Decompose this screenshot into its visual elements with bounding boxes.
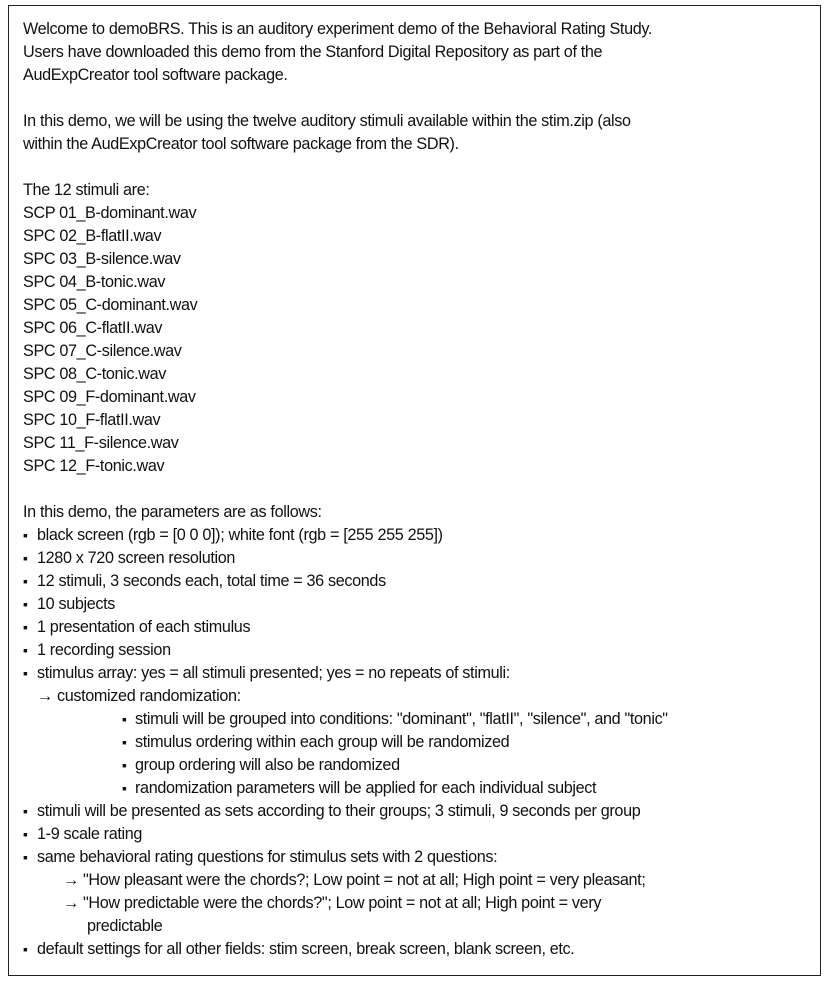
stimulus-item: SPC 07_C-silence.wav	[23, 342, 182, 360]
sub-bullet: ▪ group ordering will also be randomized	[23, 754, 808, 777]
question-2: → "How predictable were the chords?"; Low point = not at all; High point = very	[63, 894, 602, 912]
bullet-subjects: ▪ 10 subjects	[23, 593, 808, 616]
stimulus-item: SPC 02_B-flatII.wav	[23, 227, 162, 245]
stimulus-item: SPC 10_F-flatII.wav	[23, 411, 161, 429]
bullet-stimulus-array: ▪ stimulus array: yes = all stimuli presented; yes = no repeats of stimuli:	[23, 662, 808, 685]
document-frame	[8, 5, 821, 976]
intro-line-1: Welcome to demoBRS. This is an auditory experiment demo of the Behavioral Rating Study.	[23, 20, 653, 38]
sub-bullet: ▪ stimulus ordering within each group will be randomized	[23, 731, 808, 754]
bullet-screen-colors: ▪ black screen (rgb = [0 0 0]); white font (rgb = [255 255 255])	[23, 524, 808, 547]
spacer	[23, 87, 808, 110]
demo-intro-line-1: In this demo, we will be using the twelve auditory stimuli available within the stim.zip (also	[23, 112, 631, 130]
intro-line-2: Users have downloaded this demo from the Stanford Digital Repository as part of the	[23, 43, 603, 61]
bullet-scale: ▪ 1-9 scale rating	[23, 823, 808, 846]
bullet-sets: ▪ stimuli will be presented as sets according to their groups; 3 stimuli, 9 seconds per group	[23, 800, 808, 823]
spacer	[23, 478, 808, 501]
stimulus-item: SPC 09_F-dominant.wav	[23, 388, 196, 406]
bullet-stimuli-timing: ▪ 12 stimuli, 3 seconds each, total time = 36 seconds	[23, 570, 808, 593]
stimulus-item: SPC 05_C-dominant.wav	[23, 296, 198, 314]
sub-bullet: ▪ randomization parameters will be applied for each individual subject	[23, 777, 808, 800]
stimulus-item: SPC 12_F-tonic.wav	[23, 457, 165, 475]
bullet-recording-session: ▪ 1 recording session	[23, 639, 808, 662]
spacer	[23, 156, 808, 179]
stimulus-item: SPC 08_C-tonic.wav	[23, 365, 167, 383]
question-2-continued: predictable	[87, 917, 163, 935]
sub-bullet: ▪ stimuli will be grouped into conditions: "dominant", "flatII", "silence", and "tonic"	[23, 708, 808, 731]
stimuli-heading: The 12 stimuli are:	[23, 181, 150, 199]
parameters-heading: In this demo, the parameters are as follows:	[23, 503, 322, 521]
stimulus-item: SPC 11_F-silence.wav	[23, 434, 179, 452]
bullet-questions: ▪ same behavioral rating questions for stimulus sets with 2 questions:	[23, 846, 808, 869]
question-1: → "How pleasant were the chords?; Low point = not at all; High point = very pleasant;	[63, 871, 646, 889]
demo-intro-line-2: within the AudExpCreator tool software package from the SDR).	[23, 135, 459, 153]
randomization-arrow: → customized randomization:	[37, 687, 241, 705]
stimuli-list	[23, 202, 808, 478]
bullet-defaults: ▪ default settings for all other fields: stim screen, break screen, blank screen, etc.	[23, 938, 808, 961]
intro-line-3: AudExpCreator tool software package.	[23, 66, 288, 84]
bullet-resolution: ▪ 1280 x 720 screen resolution	[23, 547, 808, 570]
stimulus-item: SCP 01_B-dominant.wav	[23, 204, 197, 222]
stimulus-item: SPC 04_B-tonic.wav	[23, 273, 166, 291]
bullet-presentations: ▪ 1 presentation of each stimulus	[23, 616, 808, 639]
stimulus-item: SPC 03_B-silence.wav	[23, 250, 181, 268]
stimulus-item: SPC 06_C-flatII.wav	[23, 319, 163, 337]
